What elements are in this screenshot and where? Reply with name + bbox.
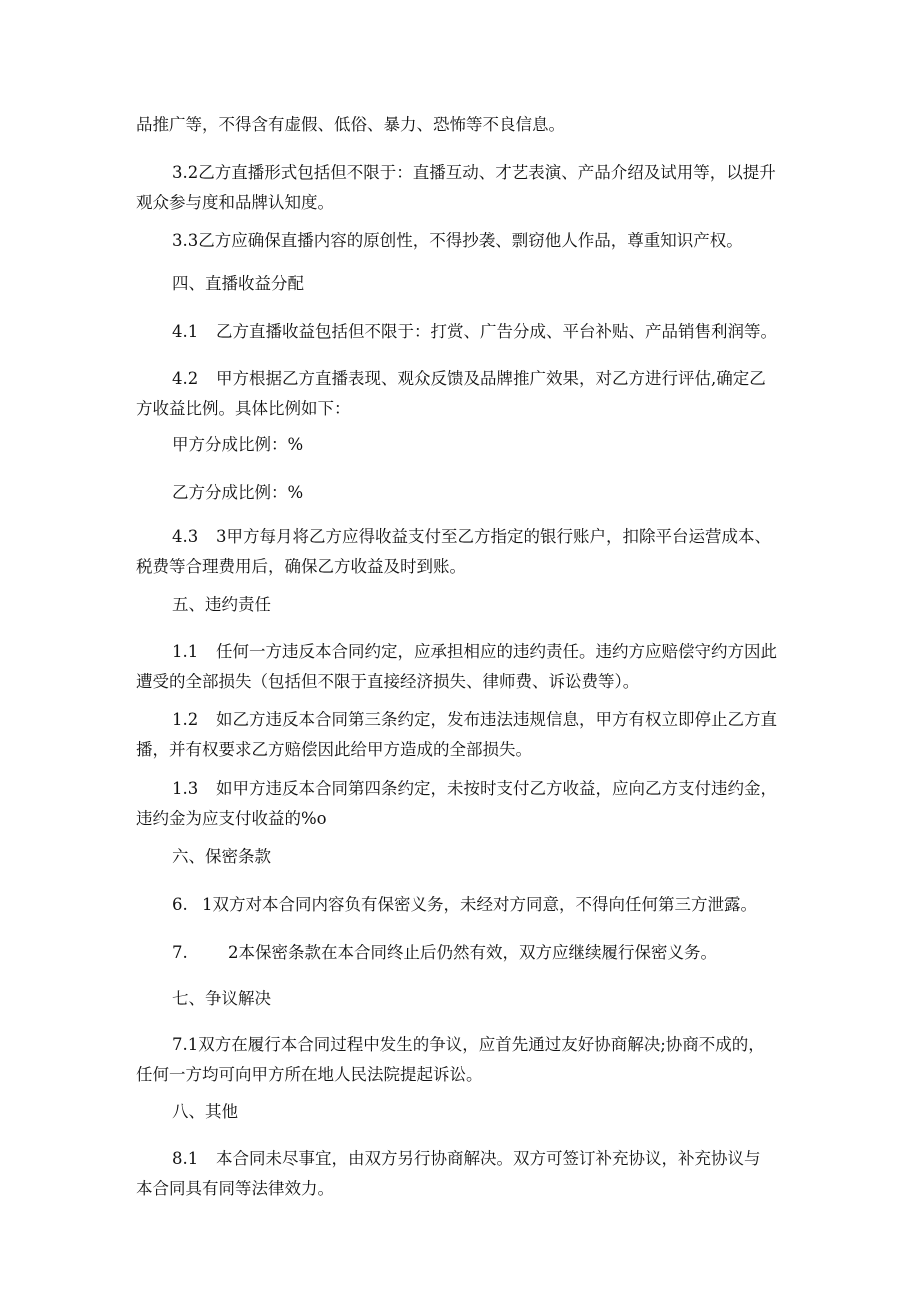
text-line: 3.3乙方应确保直播内容的原创性，不得抄袭、剽窃他人作品，尊重知识产权。 xyxy=(172,231,743,250)
text-line: 甲方根据乙方直播表现、观众反馈及品牌推广效果，对乙方进行评估,确定乙 xyxy=(216,369,766,388)
clause-number: 1.3 xyxy=(172,779,199,798)
clause-3-3 xyxy=(136,226,786,256)
section-heading-7 xyxy=(136,984,786,1014)
text-line: 任何一方违反本合同约定，应承担相应的违约责任。违约方应赔偿守约方因此 xyxy=(216,642,777,661)
text-line: 任何一方均可向甲方所在地人民法院提起诉讼。 xyxy=(136,1065,483,1084)
party-b-share xyxy=(136,478,786,508)
section-heading: 八、其他 xyxy=(172,1102,238,1121)
text-line: 税费等合理费用后，确保乙方收益及时到账。 xyxy=(136,557,466,576)
clause-4-2 xyxy=(136,364,786,424)
section-heading-5 xyxy=(136,590,786,620)
text-line: 3甲方每月将乙方应得收益支付至乙方指定的银行账户，扣除平台运营成本、 xyxy=(216,527,771,546)
section-heading: 五、违约责任 xyxy=(172,595,271,614)
text-line: 如乙方违反本合同第三条约定，发布违法违规信息，甲方有权立即停止乙方直 xyxy=(216,710,777,729)
clause-1-2 xyxy=(136,705,786,765)
clause-4-3 xyxy=(136,522,786,582)
clause-1-3 xyxy=(136,774,786,834)
text-line: 品推广等，不得含有虚假、低俗、暴力、恐怖等不良信息。 xyxy=(136,115,565,134)
clause-1-1 xyxy=(136,637,786,697)
text-line: 1双方对本合同内容负有保密义务，未经对方同意，不得向任何第三方泄露。 xyxy=(202,895,757,914)
clause-number: 4.2 xyxy=(172,369,199,388)
text-line: 3.2乙方直播形式包括但不限于：直播互动、才艺表演、产品介绍及试用等，以提升 xyxy=(172,163,776,182)
text-line: 方收益比例。具体比例如下： xyxy=(136,399,351,418)
clause-number: 4.1 xyxy=(172,322,199,341)
text-line: 如甲方违反本合同第四条约定，未按时支付乙方收益，应向乙方支付违约金， xyxy=(216,779,777,798)
text-line: 本合同具有同等法律效力。 xyxy=(136,1179,334,1198)
clause-4-1 xyxy=(136,317,786,347)
section-heading: 四、直播收益分配 xyxy=(172,274,304,293)
text-line: 2本保密条款在本合同终止后仍然有效，双方应继续履行保密义务。 xyxy=(228,943,717,962)
text-line: 乙方直播收益包括但不限于：打赏、广告分成、平台补贴、产品销售利润等。 xyxy=(216,322,777,341)
clause-number: 1.2 xyxy=(172,710,199,729)
text-line: 遭受的全部损失（包括但不限于直接经济损失、律师费、诉讼费等）。 xyxy=(136,672,640,691)
clause-8-1 xyxy=(136,1144,786,1204)
text-line: 播，并有权要求乙方赔偿因此给甲方造成的全部损失。 xyxy=(136,740,532,759)
clause-number: 1.1 xyxy=(172,642,199,661)
clause-number: 4.3 xyxy=(172,527,199,546)
paragraph-continuation xyxy=(136,110,786,140)
party-a-share xyxy=(136,430,786,460)
text-line: 甲方分成比例：% xyxy=(172,435,304,454)
text-line: 观众参与度和品牌认知度。 xyxy=(136,193,334,212)
clause-6-1 xyxy=(136,890,786,920)
text-line: 违约金为应支付收益的%o xyxy=(136,809,327,828)
section-heading-6 xyxy=(136,842,786,872)
text-line: 本合同未尽事宜，由双方另行协商解决。双方可签订补充协议，补充协议与 xyxy=(216,1149,761,1168)
text-line: 乙方分成比例：% xyxy=(172,483,304,502)
section-heading: 七、争议解决 xyxy=(172,989,271,1008)
clause-7-1 xyxy=(136,1030,786,1090)
section-heading: 六、保密条款 xyxy=(172,847,271,866)
clause-number: 6. xyxy=(172,895,188,914)
clause-7-2 xyxy=(136,938,786,968)
text-line: 7.1双方在履行本合同过程中发生的争议，应首先通过友好协商解决;协商不成的， xyxy=(172,1035,765,1054)
clause-number: 7. xyxy=(172,943,188,962)
clause-3-2 xyxy=(136,158,786,218)
section-heading-4 xyxy=(136,269,786,299)
clause-number: 8.1 xyxy=(172,1149,199,1168)
section-heading-8 xyxy=(136,1097,786,1127)
